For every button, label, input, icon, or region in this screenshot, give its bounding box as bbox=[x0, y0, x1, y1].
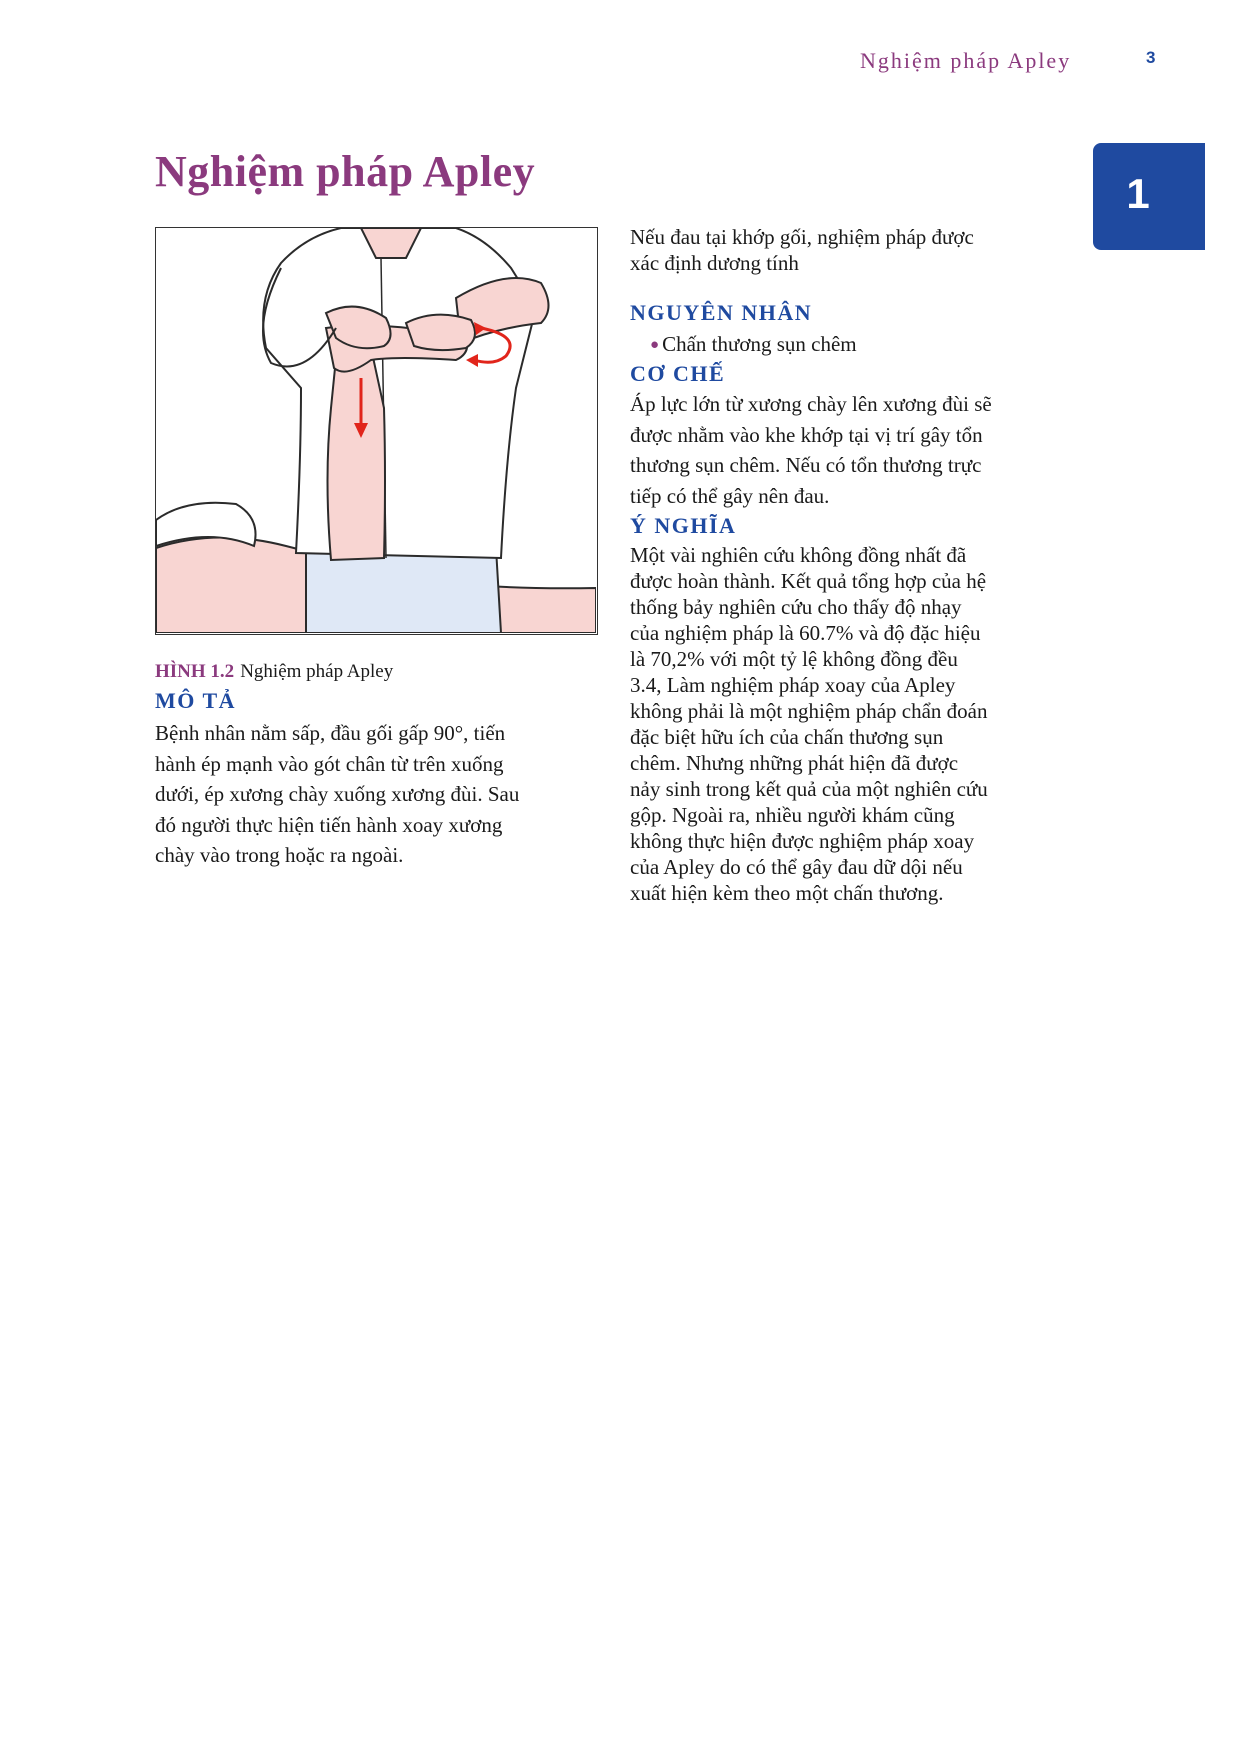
patient-leg bbox=[328, 345, 386, 560]
text-line: hành ép mạnh vào gót chân từ trên xuống bbox=[155, 751, 504, 776]
text-line: thống bảy nghiên cứu cho thấy độ nhạy bbox=[630, 595, 962, 619]
text-line: Một vài nghiên cứu không đồng nhất đã bbox=[630, 543, 967, 567]
examiner-right-hand bbox=[406, 315, 475, 350]
text-line: chày vào trong hoặc ra ngoài. bbox=[155, 843, 404, 867]
text-line: dưới, ép xương chày xuống xương đùi. Sau bbox=[155, 782, 520, 806]
text-line: được nhằm vào khe khớp tại vị trí gây tổn bbox=[630, 422, 983, 447]
text-line: xác định dương tính bbox=[630, 251, 799, 275]
text-line: đó người thực hiện tiến hành xoay xương bbox=[155, 812, 503, 837]
text-line: Bệnh nhân nằm sấp, đầu gối gấp 90°, tiến bbox=[155, 721, 506, 745]
heading-mechanism: CƠ CHẾ bbox=[630, 361, 726, 386]
bullet-icon: ● bbox=[650, 337, 660, 353]
text-line: được hoàn thành. Kết quả tổng hợp của hệ bbox=[630, 569, 987, 593]
text-line: là 70,2% với một tỷ lệ không đồng đều bbox=[630, 647, 958, 671]
running-title: Nghiệm pháp Apley bbox=[860, 48, 1072, 73]
description-text bbox=[155, 718, 519, 871]
text-line: Áp lực lớn từ xương chày lên xương đùi sẽ bbox=[630, 392, 992, 416]
chapter-number: 1 bbox=[1126, 170, 1150, 217]
text-line: Nếu đau tại khớp gối, nghiệm pháp được bbox=[630, 225, 974, 249]
page-number: 3 bbox=[1146, 48, 1156, 67]
text-line: 3.4, Làm nghiệm pháp xoay của Apley bbox=[630, 673, 956, 697]
heading-significance: Ý NGHĨA bbox=[630, 513, 737, 538]
text-line: chêm. Nhưng những phát hiện đã được bbox=[630, 751, 959, 775]
mechanism-text bbox=[630, 389, 992, 511]
text-line: không thực hiện được nghiệm pháp xoay bbox=[630, 829, 975, 853]
caption-text: Nghiệm pháp Apley bbox=[240, 661, 394, 682]
text-line: tiếp có thể gây nên đau. bbox=[630, 483, 830, 508]
text-line: gộp. Ngoài ra, nhiều người khám cũng bbox=[630, 803, 955, 827]
cause-list-item bbox=[650, 332, 857, 357]
text-line: của nghiệm pháp là 60.7% và độ đặc hiệu bbox=[630, 621, 981, 645]
chapter-tab bbox=[1093, 143, 1205, 250]
significance-text bbox=[630, 542, 988, 906]
text-line: thương sụn chêm. Nếu có tổn thương trực bbox=[630, 453, 982, 477]
text-line: không phải là một nghiệm pháp chẩn đoán bbox=[630, 699, 988, 723]
examiner-shirt bbox=[263, 228, 536, 558]
text-line: xuất hiện kèm theo một chấn thương. bbox=[630, 881, 944, 905]
cause-item-text: Chấn thương sụn chêm bbox=[662, 332, 857, 356]
caption-label: HÌNH 1.2 bbox=[155, 661, 235, 682]
intro-text bbox=[630, 224, 974, 276]
page-title: Nghiệm pháp Apley bbox=[155, 147, 536, 196]
heading-cause: NGUYÊN NHÂN bbox=[630, 300, 813, 325]
apley-illustration bbox=[156, 228, 596, 633]
figure-caption bbox=[155, 661, 393, 683]
text-line: đặc biệt hữu ích của chấn thương sụn bbox=[630, 725, 944, 749]
heading-description: MÔ TẢ bbox=[155, 688, 237, 713]
text-line: nảy sinh trong kết quả của một nghiên cứu bbox=[630, 777, 988, 801]
text-line: của Apley do có thể gây đau dữ dội nếu bbox=[630, 855, 963, 879]
figure-apley-test bbox=[155, 227, 598, 635]
